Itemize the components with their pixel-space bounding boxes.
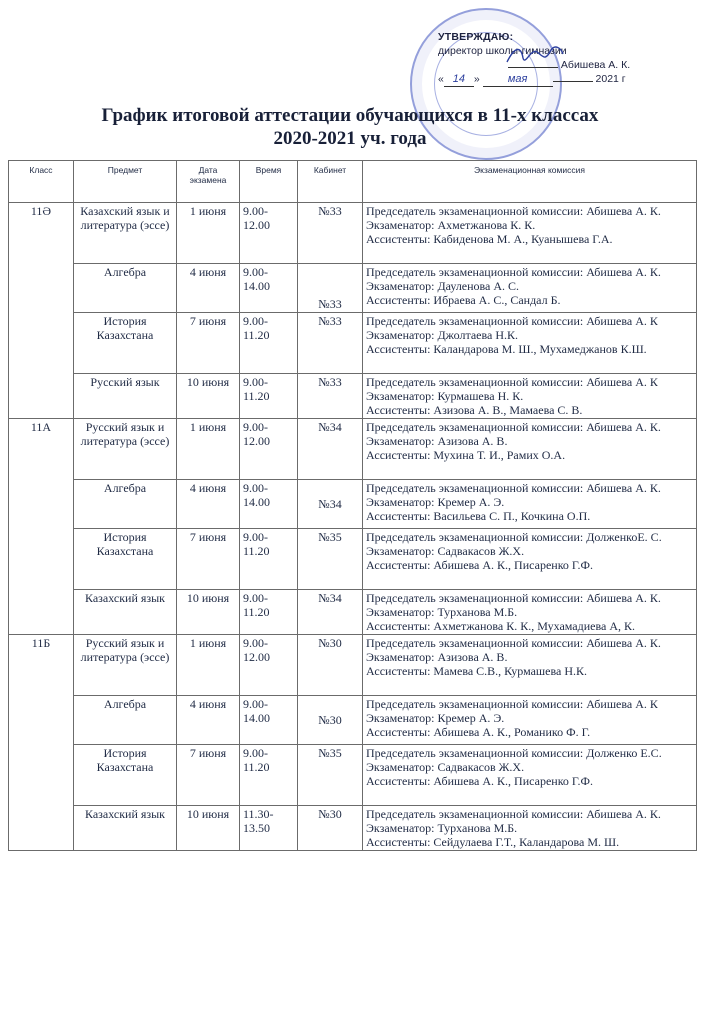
header-class: Класс [9,161,74,203]
commission-cell [363,203,697,264]
subject-cell: Русский язык и литература (эссе) [74,635,177,696]
time-cell: 9.00-11.20 [240,745,298,806]
table-row [9,374,697,419]
time-cell: 9.00-12.00 [240,419,298,480]
date-cell: 7 июня [177,529,240,590]
room-cell: №30 [298,806,363,851]
document-title [40,104,660,150]
commission-assistants: Ассистенты: Васильева С. П., Кочкина О.П. [366,509,591,523]
date-cell: 4 июня [177,264,240,313]
time-cell: 9.00-14.00 [240,480,298,529]
commission-examiner: Экзаменатор: Джолтаева Н.К. [366,328,518,342]
subject-cell: История Казахстана [74,745,177,806]
room-cell: №34 [298,480,363,529]
commission-assistants: Ассистенты: Абишева А. К., Писаренко Г.Ф. [366,558,593,572]
commission-cell [363,313,697,374]
commission-examiner: Экзаменатор: Кремер А. Э. [366,711,505,725]
commission-cell [363,635,697,696]
room-cell: №34 [298,590,363,635]
approval-date-year: 2021 г [595,73,626,85]
time-cell: 9.00-12.00 [240,203,298,264]
date-cell: 10 июня [177,590,240,635]
class-cell: 11Ә [9,203,74,419]
table-row [9,745,697,806]
header-time: Время [240,161,298,203]
room-cell: №34 [298,419,363,480]
approval-date-day: 14 [444,72,474,87]
commission-chair: Председатель экзаменационной комиссии: Абишева А. К. [366,420,661,434]
commission-chair: Председатель экзаменационной комиссии: Абишева А. К. [366,204,661,218]
date-cell: 1 июня [177,635,240,696]
commission-chair: Председатель экзаменационной комиссии: Абишева А. К [366,697,658,711]
time-cell: 9.00-14.00 [240,696,298,745]
commission-cell [363,745,697,806]
approval-signer: Абишева А. К. [560,59,631,71]
commission-assistants: Ассистенты: Каландарова М. Ш., Мухамеджанов К.Ш. [366,342,647,356]
time-cell: 9.00-11.20 [240,374,298,419]
commission-assistants: Ассистенты: Азизова А. В., Мамаева С. В. [366,403,583,417]
commission-chair: Председатель экзаменационной комиссии: Абишева А. К. [366,481,661,495]
commission-cell [363,480,697,529]
table-row [9,419,697,480]
commission-chair: Председатель экзаменационной комиссии: Абишева А. К. [366,265,661,279]
header-commission: Экзаменационная комиссия [363,161,697,203]
commission-assistants: Ассистенты: Абишева А. К., Писаренко Г.Ф. [366,774,593,788]
commission-cell [363,419,697,480]
commission-assistants: Ассистенты: Ахметжанова К. К., Мухамадиева А, К. [366,619,635,633]
commission-examiner: Экзаменатор: Азизова А. В. [366,434,508,448]
commission-chair: Председатель экзаменационной комиссии: Абишева А. К. [366,591,661,605]
subject-cell: Русский язык [74,374,177,419]
time-cell: 9.00-11.20 [240,313,298,374]
table-row [9,590,697,635]
table-row [9,806,697,851]
commission-chair: Председатель экзаменационной комиссии: ДолженкоЕ. С. [366,530,662,544]
approval-heading: УТВЕРЖДАЮ: [438,31,514,43]
subject-cell: История Казахстана [74,529,177,590]
approval-position: директор школы-гимназии [438,45,567,57]
room-cell: №35 [298,745,363,806]
date-cell: 1 июня [177,203,240,264]
commission-chair: Председатель экзаменационной комиссии: Абишева А. К. [366,636,661,650]
date-cell: 4 июня [177,696,240,745]
header-subject: Предмет [74,161,177,203]
subject-cell: Русский язык и литература (эссе) [74,419,177,480]
room-cell: №33 [298,264,363,313]
header-room: Кабинет [298,161,363,203]
commission-examiner: Экзаменатор: Дауленова А. С. [366,279,520,293]
room-cell: №33 [298,203,363,264]
table-row [9,313,697,374]
commission-examiner: Экзаменатор: Азизова А. В. [366,650,508,664]
commission-assistants: Ассистенты: Абишева А. К., Романико Ф. Г. [366,725,591,739]
commission-chair: Председатель экзаменационной комиссии: Абишева А. К. [366,807,661,821]
table-row [9,264,697,313]
subject-cell: Казахский язык [74,806,177,851]
table-row [9,635,697,696]
approval-date-month: мая [483,72,553,87]
time-cell: 9.00-12.00 [240,635,298,696]
commission-examiner: Экзаменатор: Садвакасов Ж.Х. [366,760,525,774]
commission-cell [363,806,697,851]
subject-cell: Алгебра [74,264,177,313]
commission-cell [363,529,697,590]
time-cell: 9.00-11.20 [240,529,298,590]
commission-examiner: Экзаменатор: Садвакасов Ж.Х. [366,544,525,558]
room-cell: №30 [298,635,363,696]
commission-assistants: Ассистенты: Мамева С.В., Курмашева Н.К. [366,664,587,678]
title-line-2: 2020-2021 уч. года [273,128,427,149]
table-row [9,203,697,264]
table-row [9,480,697,529]
commission-examiner: Экзаменатор: Турханова М.Б. [366,821,518,835]
date-cell: 10 июня [177,374,240,419]
subject-cell: Казахский язык [74,590,177,635]
room-cell: №35 [298,529,363,590]
date-cell: 1 июня [177,419,240,480]
date-cell: 10 июня [177,806,240,851]
header-date: Дата экзамена [177,161,240,203]
commission-assistants: Ассистенты: Сейдулаева Г.Т., Каландарова М. Ш. [366,835,620,849]
date-cell: 7 июня [177,745,240,806]
time-cell: 11.30-13.50 [240,806,298,851]
room-cell: №33 [298,313,363,374]
commission-examiner: Экзаменатор: Курмашева Н. К. [366,389,524,403]
title-line-1: График итоговой аттестации обучающихся в 11-х классах [101,105,599,126]
approval-date-mid: » [473,73,483,85]
commission-assistants: Ассистенты: Ибраева А. С., Сандал Б. [366,293,561,307]
approval-date-prefix: « [438,73,444,85]
commission-examiner: Экзаменатор: Кремер А. Э. [366,495,505,509]
commission-assistants: Ассистенты: Кабиденова М. А., Куанышева Г.А. [366,232,613,246]
table-header-row [9,161,697,203]
commission-assistants: Ассистенты: Мухина Т. И., Рамих О.А. [366,448,566,462]
class-cell: 11Б [9,635,74,851]
subject-cell: Казахский язык и литература (эссе) [74,203,177,264]
subject-cell: Алгебра [74,696,177,745]
table-row [9,529,697,590]
time-cell: 9.00-14.00 [240,264,298,313]
date-cell: 4 июня [177,480,240,529]
room-cell: №30 [298,696,363,745]
commission-chair: Председатель экзаменационной комиссии: Долженко Е.С. [366,746,662,760]
commission-chair: Председатель экзаменационной комиссии: Абишева А. К [366,375,658,389]
commission-examiner: Экзаменатор: Турханова М.Б. [366,605,518,619]
commission-cell [363,374,697,419]
schedule-table [8,160,697,851]
signature-icon [505,42,565,68]
commission-cell [363,590,697,635]
subject-cell: История Казахстана [74,313,177,374]
time-cell: 9.00-11.20 [240,590,298,635]
class-cell: 11А [9,419,74,635]
table-row [9,696,697,745]
commission-cell [363,696,697,745]
commission-chair: Председатель экзаменационной комиссии: Абишева А. К [366,314,658,328]
room-cell: №33 [298,374,363,419]
commission-cell [363,264,697,313]
date-cell: 7 июня [177,313,240,374]
subject-cell: Алгебра [74,480,177,529]
commission-examiner: Экзаменатор: Ахметжанова К. К. [366,218,536,232]
